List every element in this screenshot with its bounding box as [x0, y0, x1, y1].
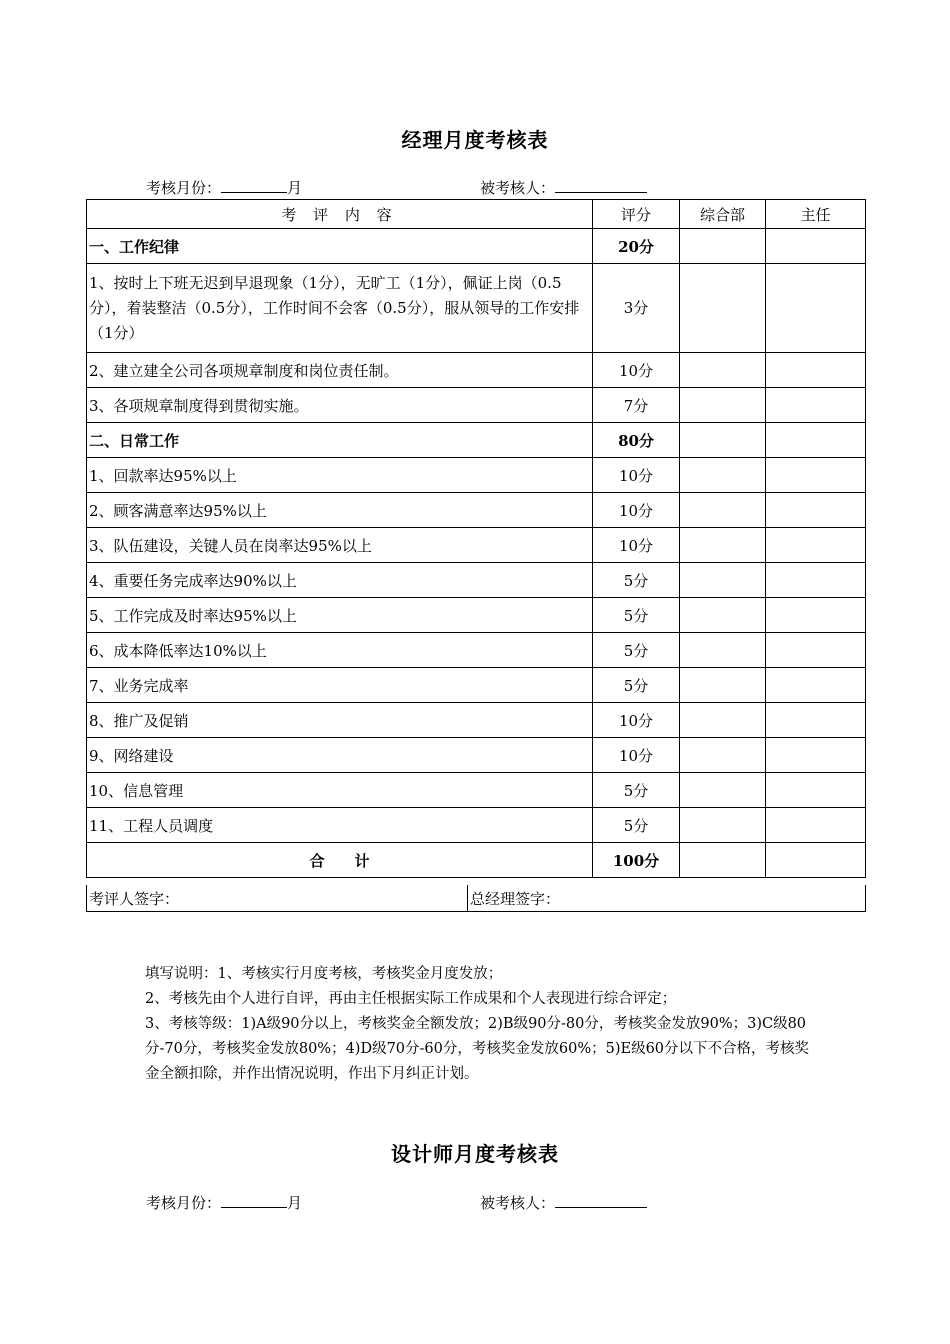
item-text: 2、建立建全公司各项规章制度和岗位责任制。	[87, 353, 593, 388]
header-director: 主任	[766, 200, 866, 229]
item-score: 10分	[593, 738, 680, 773]
dept-score-cell[interactable]	[680, 458, 766, 493]
month-suffix: 月	[287, 179, 303, 197]
evaluator-signature[interactable]: 考评人签字：	[87, 885, 468, 912]
form1-person-line	[480, 177, 647, 198]
month-label: 考核月份：	[146, 1194, 222, 1212]
director-score-cell[interactable]	[766, 808, 866, 843]
item-score: 5分	[593, 633, 680, 668]
item-text: 9、网络建设	[87, 738, 593, 773]
table-row	[87, 703, 866, 738]
month-suffix: 月	[287, 1194, 303, 1212]
item-score: 5分	[593, 563, 680, 598]
section-score: 80分	[593, 423, 680, 458]
dept-score-cell[interactable]	[680, 703, 766, 738]
director-score-cell[interactable]	[766, 668, 866, 703]
table-row	[87, 353, 866, 388]
table-row	[87, 528, 866, 563]
instruction-line: 2、考核先由个人进行自评，再由主任根据实际工作成果和个人表现进行综合评定；	[145, 991, 677, 1007]
director-score-cell[interactable]	[766, 388, 866, 423]
dept-score-cell[interactable]	[680, 353, 766, 388]
item-text: 7、业务完成率	[87, 668, 593, 703]
form2-month-line	[146, 1192, 302, 1213]
total-score: 100分	[593, 843, 680, 878]
director-score-cell[interactable]	[766, 633, 866, 668]
section-score: 20分	[593, 229, 680, 264]
item-score: 10分	[593, 458, 680, 493]
item-text: 5、工作完成及时率达95%以上	[87, 598, 593, 633]
section-label: 一、工作纪律	[87, 229, 593, 264]
item-text: 3、队伍建设，关键人员在岗率达95%以上	[87, 528, 593, 563]
evaluation-table	[86, 199, 866, 878]
table-row	[87, 493, 866, 528]
dept-score-cell[interactable]	[680, 264, 766, 353]
dept-score-cell[interactable]	[680, 633, 766, 668]
dept-score-cell[interactable]	[680, 493, 766, 528]
dept-score-cell[interactable]	[680, 563, 766, 598]
director-score-cell[interactable]	[766, 264, 866, 353]
dept-score-cell[interactable]	[680, 229, 766, 264]
person-label: 被考核人：	[480, 179, 556, 197]
item-text: 11、工程人员调度	[87, 808, 593, 843]
item-score: 5分	[593, 808, 680, 843]
header-score: 评分	[593, 200, 680, 229]
form1-month-line	[146, 177, 302, 198]
item-score: 10分	[593, 703, 680, 738]
section-row	[87, 229, 866, 264]
section-label: 二、日常工作	[87, 423, 593, 458]
form2-title: 设计师月度考核表	[391, 1142, 559, 1166]
director-score-cell[interactable]	[766, 703, 866, 738]
dept-score-cell[interactable]	[680, 388, 766, 423]
item-text: 3、各项规章制度得到贯彻实施。	[87, 388, 593, 423]
dept-score-cell[interactable]	[680, 528, 766, 563]
item-text: 2、顾客满意率达95%以上	[87, 493, 593, 528]
month-blank[interactable]	[221, 1193, 287, 1208]
form1-title: 经理月度考核表	[401, 128, 549, 152]
dept-score-cell[interactable]	[680, 423, 766, 458]
director-score-cell[interactable]	[766, 423, 866, 458]
person-blank[interactable]	[555, 178, 647, 193]
table-row	[87, 773, 866, 808]
table-row	[87, 738, 866, 773]
section-row	[87, 423, 866, 458]
signature-table	[86, 885, 866, 912]
item-score: 5分	[593, 773, 680, 808]
table-row	[87, 668, 866, 703]
item-text: 1、按时上下班无迟到早退现象（1分），无旷工（1分），佩证上岗（0.5分），着装整洁（0.5分），工作时间不会客（0.5分），服从领导的工作安排（1分）	[87, 264, 593, 353]
director-score-cell[interactable]	[766, 458, 866, 493]
item-score: 10分	[593, 528, 680, 563]
instruction-line: 填写说明：1、考核实行月度考核，考核奖金月度发放；	[145, 966, 503, 982]
instruction-line: 3、考核等级：1)A级90分以上，考核奖金全额发放；2)B级90分-80分，考核奖金发放90%；3)C级80分-70分，考核奖金发放80%；4)D级70分-60分，考核奖金发放60%；5)E级60分以下不合格，考核奖金全额扣除，并作出情况说明，作出下月纠正计划。	[145, 1016, 810, 1082]
item-score: 10分	[593, 353, 680, 388]
table-row	[87, 808, 866, 843]
header-row	[87, 200, 866, 229]
dept-score-cell[interactable]	[680, 738, 766, 773]
table-row	[87, 633, 866, 668]
manager-signature[interactable]: 总经理签字：	[468, 885, 866, 912]
item-text: 6、成本降低率达10%以上	[87, 633, 593, 668]
director-score-cell[interactable]	[766, 353, 866, 388]
table-row	[87, 388, 866, 423]
table-row	[87, 458, 866, 493]
item-score: 5分	[593, 598, 680, 633]
table-row	[87, 598, 866, 633]
total-label: 合 计	[87, 843, 593, 878]
month-label: 考核月份：	[146, 179, 222, 197]
person-blank[interactable]	[555, 1193, 647, 1208]
item-score: 5分	[593, 668, 680, 703]
item-score: 7分	[593, 388, 680, 423]
table-row	[87, 264, 866, 353]
item-text: 10、信息管理	[87, 773, 593, 808]
item-text: 1、回款率达95%以上	[87, 458, 593, 493]
total-row	[87, 843, 866, 878]
dept-score-cell[interactable]	[680, 598, 766, 633]
director-score-cell[interactable]	[766, 738, 866, 773]
director-score-cell[interactable]	[766, 229, 866, 264]
director-total-cell[interactable]	[766, 843, 866, 878]
dept-total-cell[interactable]	[680, 843, 766, 878]
item-text: 8、推广及促销	[87, 703, 593, 738]
director-score-cell[interactable]	[766, 598, 866, 633]
item-text: 4、重要任务完成率达90%以上	[87, 563, 593, 598]
director-score-cell[interactable]	[766, 493, 866, 528]
month-blank[interactable]	[221, 178, 287, 193]
header-content: 考 评 内 容	[87, 200, 593, 229]
person-label: 被考核人：	[480, 1194, 556, 1212]
form2-person-line	[480, 1192, 647, 1213]
director-score-cell[interactable]	[766, 528, 866, 563]
dept-score-cell[interactable]	[680, 668, 766, 703]
instructions	[145, 962, 817, 1087]
item-score: 10分	[593, 493, 680, 528]
dept-score-cell[interactable]	[680, 773, 766, 808]
director-score-cell[interactable]	[766, 563, 866, 598]
item-score: 3分	[593, 264, 680, 353]
table-row	[87, 563, 866, 598]
header-dept: 综合部	[680, 200, 766, 229]
signature-row	[87, 885, 866, 912]
dept-score-cell[interactable]	[680, 808, 766, 843]
director-score-cell[interactable]	[766, 773, 866, 808]
